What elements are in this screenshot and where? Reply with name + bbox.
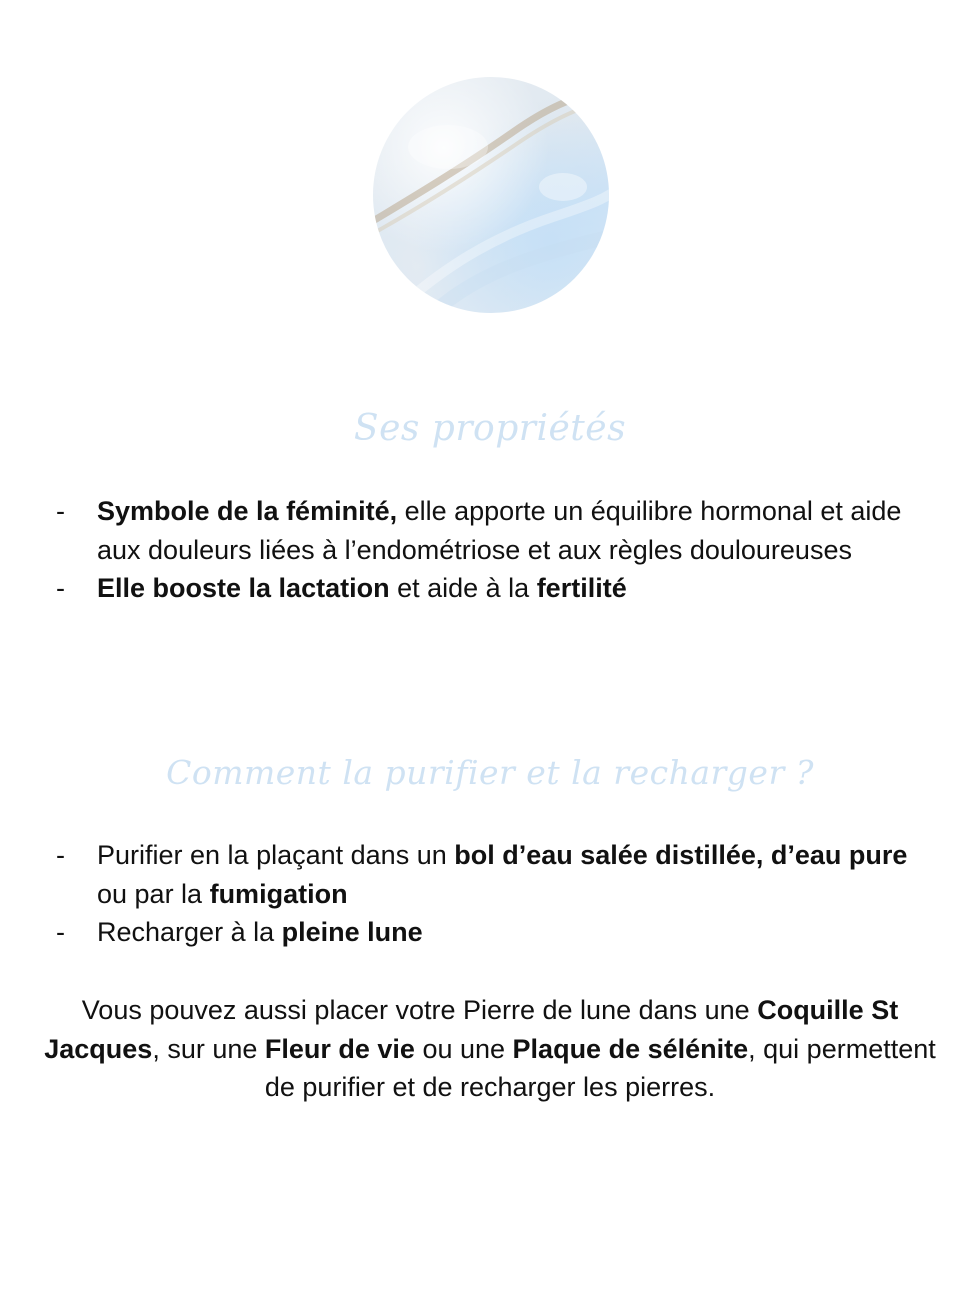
bold-text: Coquille St Jacques: [44, 995, 899, 1064]
paragraph-text: ou une: [414, 1033, 513, 1064]
item-text: Purifier en la plaçant dans un: [97, 840, 455, 870]
moonstone-texture: [373, 77, 609, 313]
bold-text: bol d’eau salée distillée, d’eau pure: [454, 840, 908, 870]
list-item: [0, 492, 980, 569]
bold-text: fertilité: [536, 573, 627, 603]
list-bullet: -: [56, 573, 65, 603]
purify-list: [0, 836, 980, 952]
bold-text: Elle booste la lactation: [97, 573, 390, 603]
bold-text: Plaque de sélénite: [512, 1033, 749, 1064]
item-text: elle apporte un équilibre hormonal et aide aux douleurs liées à l’endométriose et aux règles douloureuses: [97, 496, 902, 565]
closing-paragraph: [40, 991, 940, 1107]
list-bullet: -: [56, 496, 65, 526]
properties-list: [0, 492, 980, 608]
bold-text: pleine lune: [281, 917, 423, 947]
item-text: Recharger à la: [97, 917, 282, 947]
list-item: [0, 569, 980, 608]
list-bullet: -: [56, 917, 65, 947]
list-bullet: -: [56, 840, 65, 870]
item-text: ou par la: [97, 878, 210, 909]
section-title-purify: Comment la purifier et la recharger ?: [166, 753, 814, 792]
paragraph-text: , sur une: [152, 1033, 265, 1064]
paragraph-text: , qui permettent de purifier et de recharger les pierres.: [264, 1033, 936, 1102]
section-title-properties: Ses propriétés: [353, 408, 627, 449]
bold-text: fumigation: [209, 878, 348, 909]
bold-text: Fleur de vie: [264, 1033, 415, 1064]
bold-text: Symbole de la féminité,: [97, 496, 398, 526]
paragraph-text: Vous pouvez aussi placer votre Pierre de lune dans une: [81, 995, 758, 1025]
item-text: et aide à la: [389, 573, 537, 603]
moonstone-image: [373, 77, 609, 313]
list-item: [0, 913, 980, 952]
list-item: [0, 836, 980, 913]
